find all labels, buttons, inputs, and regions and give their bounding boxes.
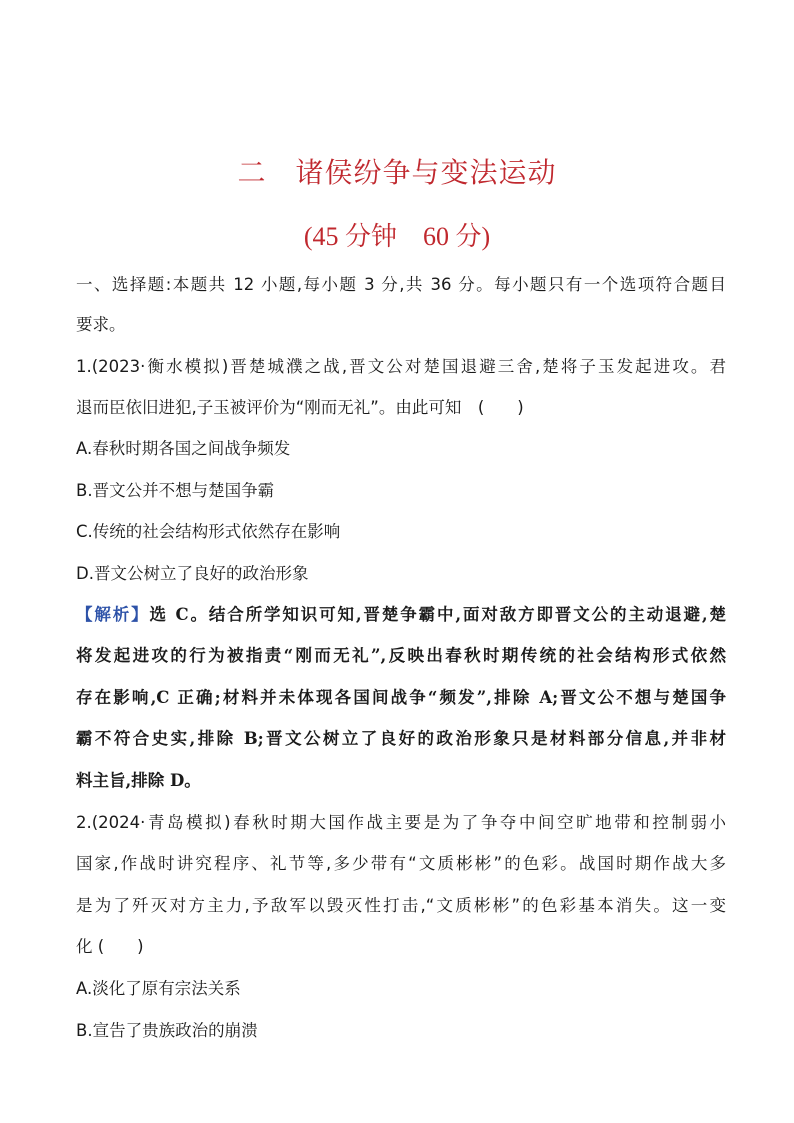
question-stem-line: 是为了歼灭对方主力,予敌军以毁灭性打击,“文质彬彬”的色彩基本消失。这一变 (76, 896, 726, 915)
page-title: 二 诸侯纷争与变法运动 (237, 156, 557, 189)
option-c: C.传统的社会结构形式依然存在影响 (76, 522, 341, 541)
question-stem-line: 退而臣依旧进犯,子玉被评价为“刚而无礼”。由此可知 ( ) (76, 398, 524, 417)
analysis-line: 将发起进攻的行为被指责“刚而无礼”,反映出春秋时期传统的社会结构形式依然 (76, 646, 726, 665)
option-d: D.晋文公树立了良好的政治形象 (76, 564, 309, 583)
analysis-tag: 【解析】 (76, 605, 150, 624)
analysis-line: 存在影响,C 正确;材料并未体现各国间战争“频发”,排除 A;晋文公不想与楚国争 (76, 688, 726, 707)
option-a: A.春秋时期各国之间战争频发 (76, 439, 291, 458)
section-intro-line: 要求。 (76, 315, 126, 334)
analysis-line: 霸不符合史实,排除 B;晋文公树立了良好的政治形象只是材料部分信息,并非材 (76, 729, 726, 748)
analysis-text: 选 C。结合所学知识可知,晋楚争霸中,面对敌方即晋文公的主动退避,楚 (149, 605, 726, 624)
analysis-line: 料主旨,排除 D。 (76, 771, 201, 790)
option-a: A.淡化了原有宗法关系 (76, 979, 241, 998)
option-b: B.宣告了贵族政治的崩溃 (76, 1021, 258, 1040)
question-stem-line: 1.(2023·衡水模拟)晋楚城濮之战,晋文公对楚国退避三舍,楚将子玉发起进攻。君 (76, 357, 726, 376)
option-b: B.晋文公并不想与楚国争霸 (76, 481, 275, 500)
analysis-line (76, 603, 726, 627)
question-stem-line: 化 ( ) (76, 937, 144, 956)
question-stem-line: 国家,作战时讲究程序、礼节等,多少带有“文质彬彬”的色彩。战国时期作战大多 (76, 854, 726, 873)
question-stem-line: 2.(2024·青岛模拟)春秋时期大国作战主要是为了争夺中间空旷地带和控制弱小 (76, 813, 726, 832)
page-subtitle: (45 分钟 60 分) (303, 222, 491, 251)
section-intro-line: 一、选择题:本题共 12 小题,每小题 3 分,共 36 分。每小题只有一个选项符合题目 (76, 275, 726, 294)
